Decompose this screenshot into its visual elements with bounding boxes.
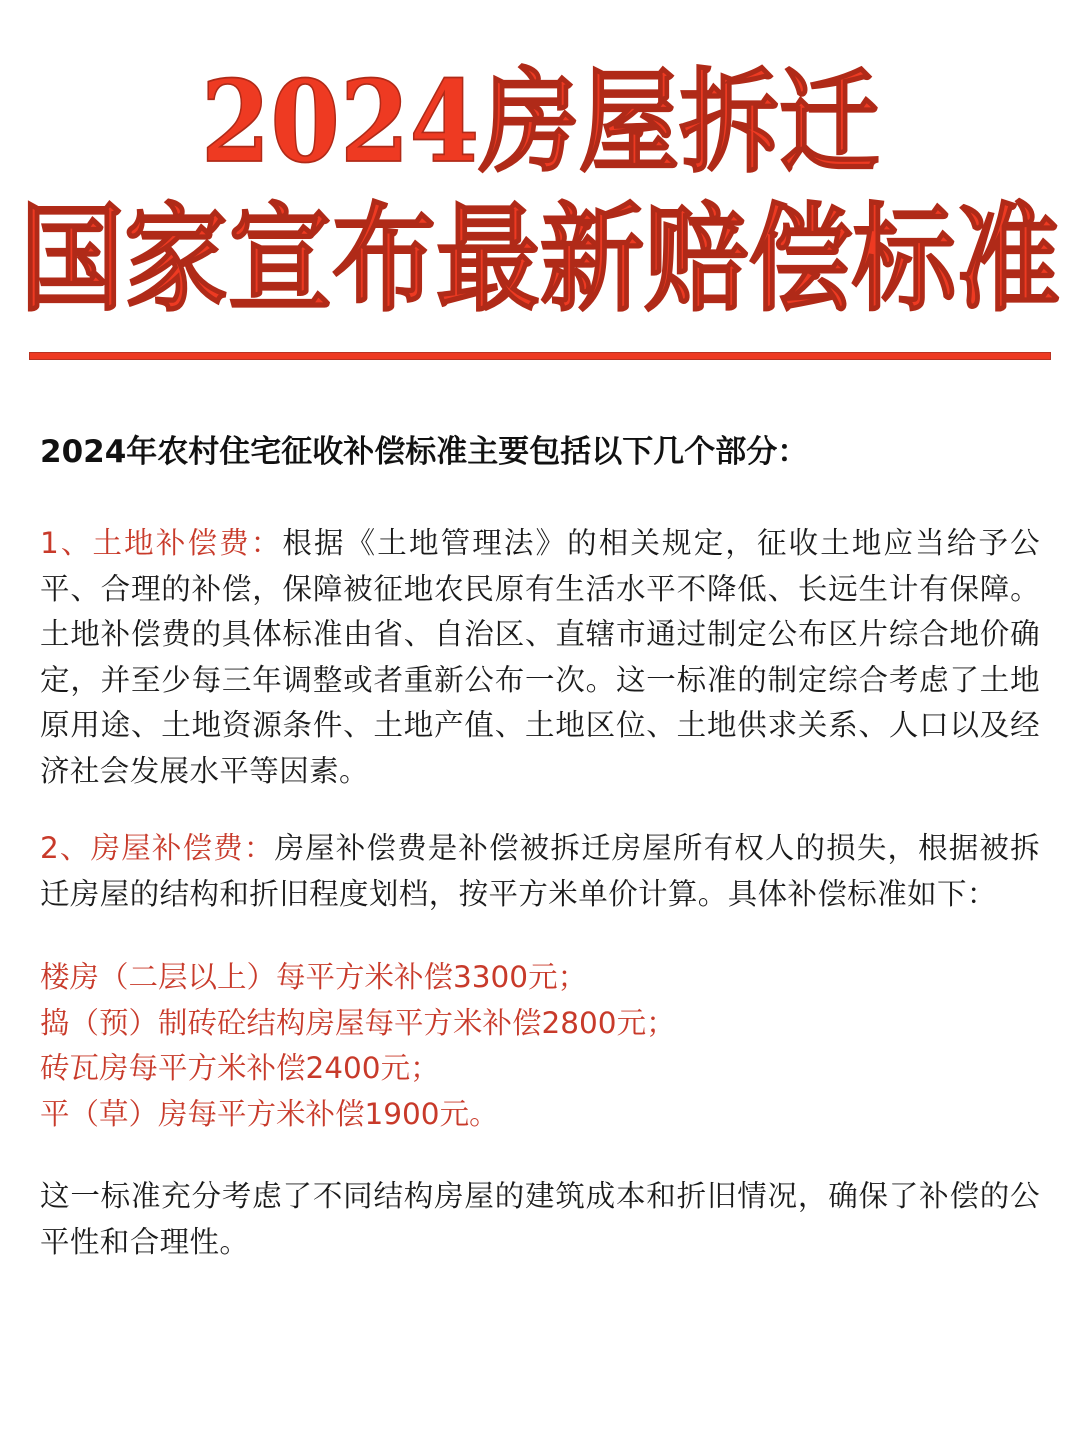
intro-heading: 2024年农村住宅征收补偿标准主要包括以下几个部分： — [40, 434, 809, 470]
red-divider — [29, 352, 1051, 360]
section-label-land: 1、土地补偿费： — [40, 526, 283, 560]
headline-title-line-2: 国家宣布最新赔偿标准 — [19, 189, 1060, 328]
section-house-compensation — [40, 826, 1040, 917]
rate-item-bungalow: 平（草）房每平方米补偿1900元。 — [40, 1096, 499, 1131]
rate-item-brick-tile: 砖瓦房每平方米补偿2400元； — [40, 1051, 440, 1085]
section-label-house: 2、房屋补偿费： — [40, 831, 275, 865]
section-body-house: 房屋补偿费是补偿被拆迁房屋所有权人的损失，根据被拆迁房屋的结构和折旧程度划档，按平方米单价计算。具体补偿标准如下： — [40, 831, 1040, 911]
section-body-land: 根据《土地管理法》的相关规定，征收土地应当给予公平、合理的补偿，保障被征地农民原有生活水平不降低、长远生计有保障。土地补偿费的具体标准由省、自治区、直辖市通过制定公布区片综合地价确定，并至少每三年调整或者重新公布一次。这一标准的制定综合考虑了土地原用途、土地资源条件、土地产值、土地区位、土地供求关系、人口以及经济社会发展水平等因素。 — [40, 526, 1040, 788]
rate-item-concrete: 捣（预）制砖砼结构房屋每平方米补偿2800元； — [40, 1005, 676, 1040]
rate-item-multistory: 楼房（二层以上）每平方米补偿3300元； — [40, 960, 588, 994]
section-land-compensation — [40, 521, 1040, 794]
compensation-rate-list — [40, 955, 676, 1137]
headline-title-line-1: 2024房屋拆迁 — [200, 55, 880, 189]
conclusion-paragraph: 这一标准充分考虑了不同结构房屋的建筑成本和折旧情况，确保了补偿的公平性和合理性。 — [40, 1179, 1040, 1259]
